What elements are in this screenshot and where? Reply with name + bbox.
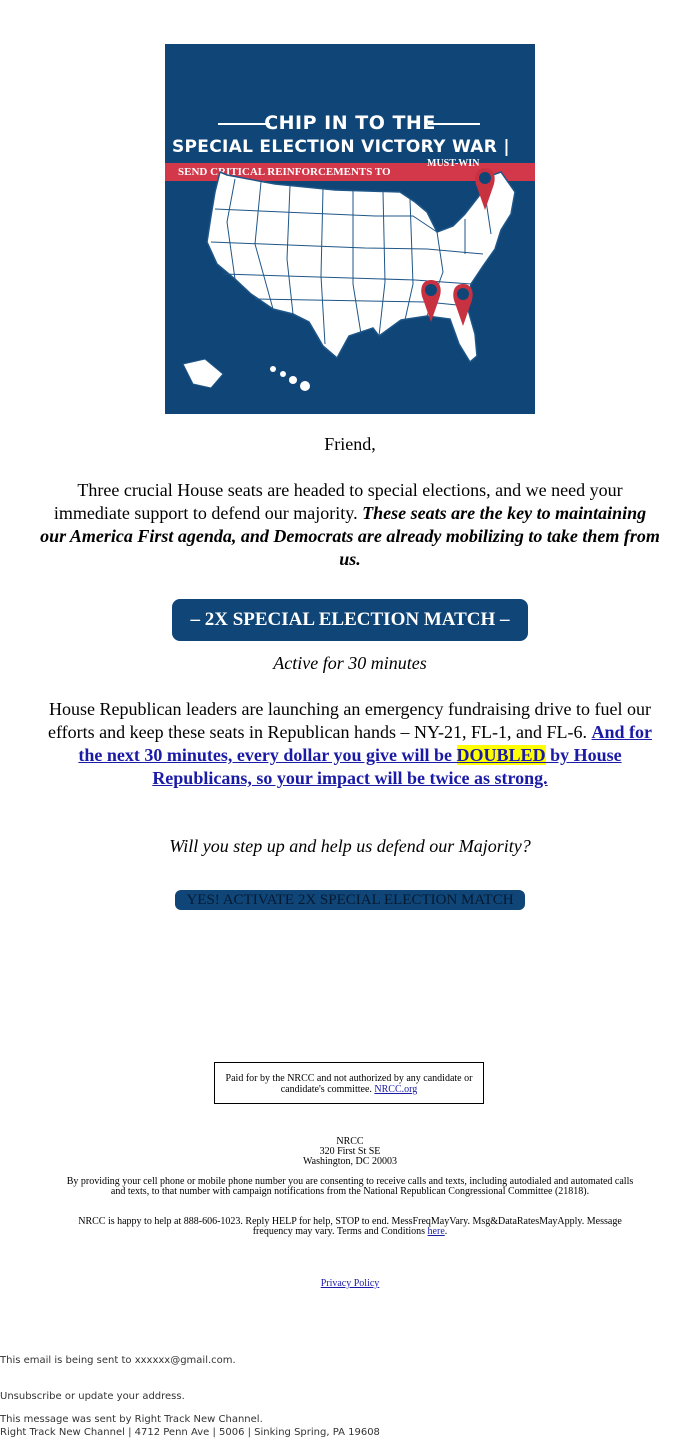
activate-match-button[interactable]: YES! ACTIVATE 2X SPECIAL ELECTION MATCH bbox=[175, 890, 525, 910]
address-street: 320 First St SE bbox=[319, 1146, 381, 1157]
hero-main-text: SPECIAL ELECTION VICTORY WAR | bbox=[172, 137, 510, 157]
double-donation-link[interactable]: And for the next 30 minutes, every dollar you give will be DOUBLED by House Republicans, so your impact will be twice as strong. bbox=[78, 722, 653, 788]
intro-text: Three crucial House seats are headed to special elections, and we need your immediate support to defend our majority. bbox=[53, 480, 623, 523]
footer-sent-to: This email is being sent to xxxxxx@gmail.com. bbox=[0, 1355, 236, 1366]
us-map-shape bbox=[183, 172, 515, 391]
greeting: Friend, bbox=[324, 434, 376, 454]
sms-consent-text: By providing your cell phone or mobile phone number you are consenting to receive calls and texts, including autodialed and automated calls and texts, to that number with campaign notifications from the National Republican Congressional Committee (21818). bbox=[66, 1176, 634, 1197]
active-note: Active for 30 minutes bbox=[273, 653, 427, 673]
doubled-highlight: DOUBLED bbox=[456, 745, 546, 765]
us-map-illustration bbox=[165, 44, 535, 414]
footer-company-address: Right Track New Channel | 4712 Penn Ave | 5006 | Sinking Spring, PA 19608 bbox=[0, 1427, 380, 1438]
hero-banner-image[interactable] bbox=[165, 44, 535, 414]
terms-link[interactable]: here bbox=[427, 1226, 445, 1237]
hero-top-text: CHIP IN TO THE bbox=[264, 112, 436, 134]
help-text: NRCC is happy to help at 888-606-1023. Reply HELP for help, STOP to end. MessFreqMayVary. Msg&DataRatesMayApply. Message frequency may vary. Terms and Conditions here. bbox=[78, 1216, 622, 1237]
match-button[interactable]: – 2X SPECIAL ELECTION MATCH – bbox=[172, 599, 528, 641]
intro-paragraph bbox=[40, 479, 660, 571]
hero-band-extra-text: MUST-WIN bbox=[427, 158, 480, 169]
privacy-policy bbox=[60, 1279, 640, 1289]
footer-sent-by: This message was sent by Right Track New Channel. bbox=[0, 1414, 263, 1425]
question: Will you step up and help us defend our Majority? bbox=[169, 836, 531, 856]
address-org: NRCC bbox=[336, 1136, 364, 1147]
privacy-policy-link[interactable]: Privacy Policy bbox=[320, 1278, 380, 1289]
hero-band-text: SEND CRITICAL REINFORCEMENTS TO bbox=[178, 166, 391, 178]
intro-emphasis: These seats are the key to maintaining our America First agenda, and Democrats are already mobilizing to take them from us. bbox=[40, 503, 660, 569]
address-city: Washington, DC 20003 bbox=[303, 1156, 397, 1167]
paid-for-disclaimer: Paid for by the NRCC and not authorized by any candidate or candidate's committee. NRCC.org bbox=[214, 1062, 484, 1104]
fundraising-text: House Republican leaders are launching an emergency fundraising drive to fuel our efforts and keep these seats in Republican hands – NY-21, FL-1, and FL-6. bbox=[47, 699, 651, 742]
nrcc-link[interactable]: NRCC.org bbox=[374, 1084, 418, 1095]
footer-unsubscribe-link[interactable]: Unsubscribe or update your address. bbox=[0, 1391, 185, 1402]
fundraising-paragraph bbox=[40, 698, 660, 790]
mailing-address bbox=[60, 1137, 640, 1167]
